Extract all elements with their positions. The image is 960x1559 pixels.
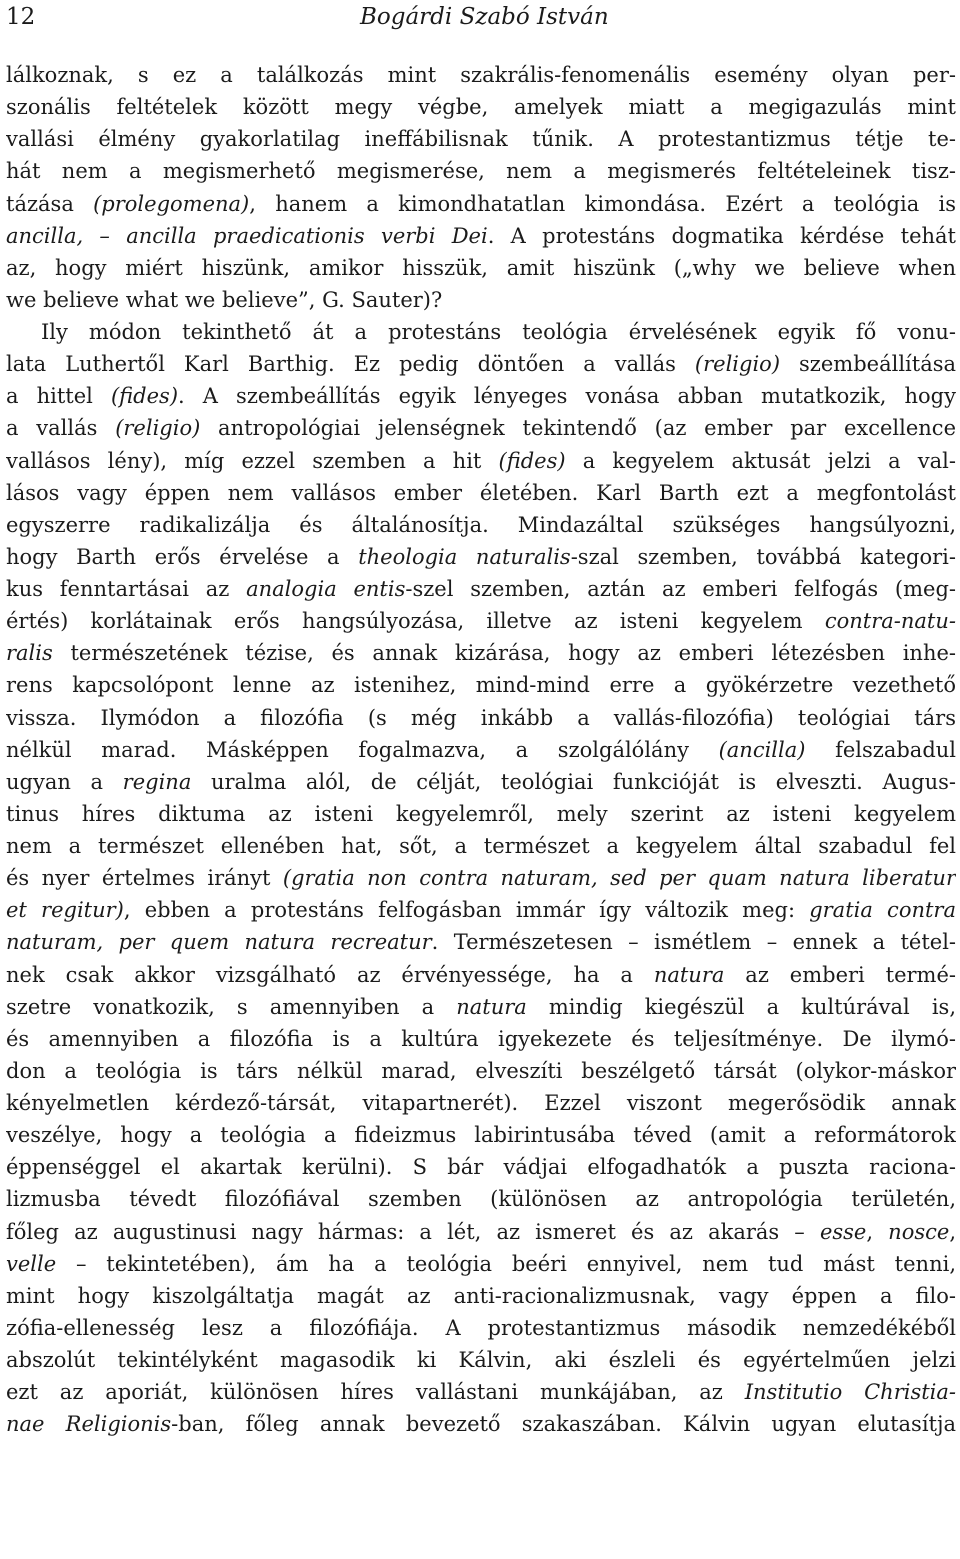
text-line bbox=[6, 1183, 956, 1215]
italic-text: gratia contra bbox=[809, 898, 956, 923]
italic-text: ancilla, – ancilla praedicationis verbi Dei bbox=[6, 223, 488, 248]
text-run: don a teológia is társ nélkül marad, elveszíti beszélgető társát (olykor-máskor bbox=[6, 1058, 956, 1083]
text-line bbox=[6, 412, 956, 444]
text-line bbox=[6, 830, 956, 862]
text-run: vallási élmény gyakorlatilag ineffábilisnak tűnik. A protestantizmus tétje te- bbox=[6, 127, 956, 152]
text-run: zófia-ellenesség lesz a filozófiája. A protestantizmus második nemzedékéből bbox=[6, 1315, 956, 1340]
text-line bbox=[6, 894, 956, 926]
text-run: és nyer értelmes irányt bbox=[6, 866, 283, 891]
italic-text: natura bbox=[653, 962, 725, 987]
body-text bbox=[6, 59, 956, 1440]
text-line bbox=[6, 155, 956, 187]
text-line bbox=[6, 862, 956, 894]
text-run: főleg az augustinusi nagy hármas: a lét, az ismeret és az akarás – bbox=[6, 1219, 820, 1244]
text-line bbox=[6, 1055, 956, 1087]
text-line bbox=[6, 380, 956, 412]
text-run: éppenséggel el akartak kerülni). S bár vádjai elfogadhatók a puszta raciona- bbox=[6, 1155, 956, 1180]
italic-text: Institutio Christia- bbox=[744, 1380, 956, 1405]
text-line bbox=[6, 509, 956, 541]
text-run: természetének tézise, és annak kizárása, hogy az emberi létezésben inhe- bbox=[52, 641, 956, 666]
text-line bbox=[6, 605, 956, 637]
text-run: Ily módon tekinthető át a protestáns teológia érvelésének egyik fő vonu- bbox=[41, 320, 956, 344]
text-line bbox=[6, 1376, 956, 1408]
italic-text: (religio) bbox=[115, 416, 201, 441]
text-run: , ebben a protestáns felfogásban immár így változik meg: bbox=[123, 898, 810, 923]
text-line bbox=[6, 637, 956, 669]
text-run: vissza. Ilymódon a filozófia (s még inkább a vallás-filozófia) teológiai társ bbox=[6, 705, 956, 730]
text-run: az emberi termé- bbox=[724, 962, 956, 987]
text-run: tinus híres diktuma az isteni kegyelemről, mely szerint az isteni kegyelem bbox=[6, 801, 956, 826]
text-line bbox=[6, 926, 956, 958]
italic-text: (religio) bbox=[694, 352, 781, 377]
text-run: , bbox=[949, 1219, 956, 1244]
text-line bbox=[6, 766, 956, 798]
text-run: nélkül marad. Másképpen fogalmazva, a szolgálólány bbox=[6, 737, 719, 762]
text-run: mindig kiegészül a kultúrával is, bbox=[526, 994, 956, 1019]
text-line bbox=[6, 734, 956, 766]
page-number: 12 bbox=[6, 4, 36, 30]
italic-text: (gratia non contra naturam, sed per quam natura liberatur bbox=[282, 866, 956, 891]
text-line bbox=[6, 1248, 956, 1280]
text-run: , hanem a kimondhatatlan kimondása. Ezért a teológia is bbox=[249, 191, 956, 216]
text-line bbox=[6, 991, 956, 1023]
italic-text: ralis bbox=[6, 641, 53, 666]
text-line bbox=[6, 1408, 956, 1440]
text-run: , bbox=[866, 1219, 889, 1244]
text-line bbox=[6, 1344, 956, 1376]
text-run: abszolút tekintélyként magasodik ki Kálvin, aki észleli és egyértelműen jelzi bbox=[6, 1348, 956, 1372]
italic-text: regina bbox=[122, 769, 192, 794]
text-run: szetre vonatkozik, s amennyiben a bbox=[6, 994, 457, 1019]
page-header bbox=[0, 0, 960, 40]
text-run: veszélye, hogy a teológia a fideizmus labirintusába téved (amit a reformátorok bbox=[6, 1123, 956, 1148]
text-run: nem a természet ellenében hat, sőt, a természet a kegyelem által szabadul fel bbox=[6, 834, 956, 858]
text-line bbox=[6, 669, 956, 701]
text-line bbox=[6, 959, 956, 991]
text-line bbox=[6, 1151, 956, 1183]
text-line bbox=[6, 445, 956, 477]
italic-text: theologia naturalis bbox=[358, 544, 571, 569]
italic-text: (fides) bbox=[498, 448, 566, 473]
italic-text: (ancilla) bbox=[718, 737, 806, 762]
text-line bbox=[6, 252, 956, 284]
text-run: lizmusba tévedt filozófiával szemben (különösen az antropológia területén, bbox=[6, 1187, 956, 1212]
text-line bbox=[6, 188, 956, 220]
text-line bbox=[6, 1216, 956, 1248]
text-run: értés) korlátainak erős hangsúlyozása, illetve az isteni kegyelem bbox=[6, 609, 825, 634]
italic-text: nosce bbox=[888, 1219, 950, 1244]
text-run: kus fenntartásai az bbox=[6, 577, 247, 601]
text-run: mint hogy kiszolgáltatja magát az anti-racionalizmusnak, vagy éppen a filo- bbox=[6, 1283, 956, 1308]
text-line bbox=[6, 573, 956, 605]
text-line bbox=[6, 1312, 956, 1344]
italic-text: natura bbox=[456, 994, 527, 1019]
italic-text: nae Religionis bbox=[6, 1412, 172, 1437]
italic-text: (fides) bbox=[110, 384, 179, 409]
text-run: egyszerre radikalizálja és általánosítja. Mindazáltal szükséges hangsúlyozni, bbox=[6, 512, 956, 537]
italic-text: esse bbox=[819, 1219, 867, 1244]
text-run: -ban, főleg annak bevezető szakaszában. Kálvin ugyan elutasítja bbox=[171, 1412, 956, 1437]
text-line bbox=[6, 1087, 956, 1119]
italic-text: naturam, per quem natura recreatur bbox=[6, 930, 432, 955]
text-line bbox=[6, 702, 956, 734]
text-run: – tekintetében), ám ha a teológia beéri ennyivel, nem tud mást tenni, bbox=[56, 1251, 956, 1276]
italic-text: analogia entis bbox=[246, 577, 406, 601]
text-line bbox=[6, 59, 956, 91]
text-run: lásos vagy éppen nem vallásos ember életében. Karl Barth ezt a megfontolást bbox=[6, 480, 956, 505]
text-run: ugyan a bbox=[6, 769, 123, 794]
text-run: . A protestáns dogmatika kérdése tehát bbox=[487, 223, 956, 248]
text-line bbox=[6, 1280, 956, 1312]
text-line bbox=[6, 1023, 956, 1055]
italic-text: contra-natu- bbox=[824, 609, 956, 634]
text-run: felszabadul bbox=[805, 737, 956, 762]
text-run: szonális feltételek között megy végbe, amelyek miatt a megigazulás mint bbox=[6, 95, 956, 120]
text-run: nek csak akkor vizsgálható az érvényessége, ha a bbox=[6, 962, 654, 987]
italic-text: et regitur) bbox=[6, 898, 124, 923]
text-line bbox=[6, 798, 956, 830]
text-run: hogy Barth erős érvelése a bbox=[6, 544, 359, 569]
running-head-author: Bogárdi Szabó István bbox=[360, 4, 609, 30]
text-line bbox=[6, 348, 956, 380]
text-line bbox=[6, 477, 956, 509]
text-run: szembeállítása bbox=[780, 352, 956, 377]
text-run: antropológiai jelenségnek tekintendő (az ember par excellence bbox=[200, 416, 956, 441]
text-run: tázása bbox=[6, 191, 94, 216]
text-run: a hittel bbox=[6, 384, 111, 409]
text-run: a kegyelem aktusát jelzi a val- bbox=[565, 448, 956, 473]
text-line bbox=[6, 220, 956, 252]
text-run: -szal szemben, továbbá kategori- bbox=[570, 544, 956, 569]
text-run: . Természetesen – ismétlem – ennek a tétel- bbox=[431, 930, 956, 955]
text-run: . A szembeállítás egyik lényeges vonása abban mutatkozik, hogy bbox=[178, 384, 956, 409]
text-run: és amennyiben a filozófia is a kultúra igyekezete és teljesítménye. De ilymó- bbox=[6, 1026, 956, 1051]
text-run: lálkoznak, s ez a találkozás mint szakrális-fenomenális esemény olyan per- bbox=[6, 63, 956, 87]
text-run: uralma alól, de célját, teológiai funkcióját is elveszti. Augus- bbox=[191, 769, 956, 794]
text-run: hát nem a megismerhető megismerése, nem a megismerés feltételeinek tisz- bbox=[6, 159, 956, 184]
text-line bbox=[6, 123, 956, 155]
text-run: az, hogy miért hiszünk, amikor hisszük, amit hiszünk („why we believe when bbox=[6, 255, 956, 280]
text-line bbox=[6, 316, 956, 348]
text-run: -szel szemben, aztán az emberi felfogás (meg- bbox=[405, 577, 956, 601]
italic-text: (prolegomena) bbox=[93, 191, 250, 216]
text-run: a vallás bbox=[6, 416, 116, 441]
text-run: lata Luthertől Karl Barthig. Ez pedig döntően a vallás bbox=[6, 352, 695, 377]
text-line bbox=[6, 284, 956, 316]
text-run: ezt az aporiát, különösen híres vallástani munkájában, az bbox=[6, 1380, 745, 1405]
text-line bbox=[6, 1119, 956, 1151]
text-run: we believe what we believe”, G. Sauter)? bbox=[6, 287, 443, 312]
text-line bbox=[6, 541, 956, 573]
italic-text: velle bbox=[6, 1251, 57, 1276]
text-run: kényelmetlen kérdező-társát, vitapartnerét). Ezzel viszont megerősödik annak bbox=[6, 1091, 956, 1115]
text-run: vallásos lény), míg ezzel szemben a hit bbox=[6, 448, 499, 473]
text-line bbox=[6, 91, 956, 123]
text-run: rens kapcsolópont lenne az istenihez, mind-mind erre a gyökérzetre vezethető bbox=[6, 673, 956, 698]
